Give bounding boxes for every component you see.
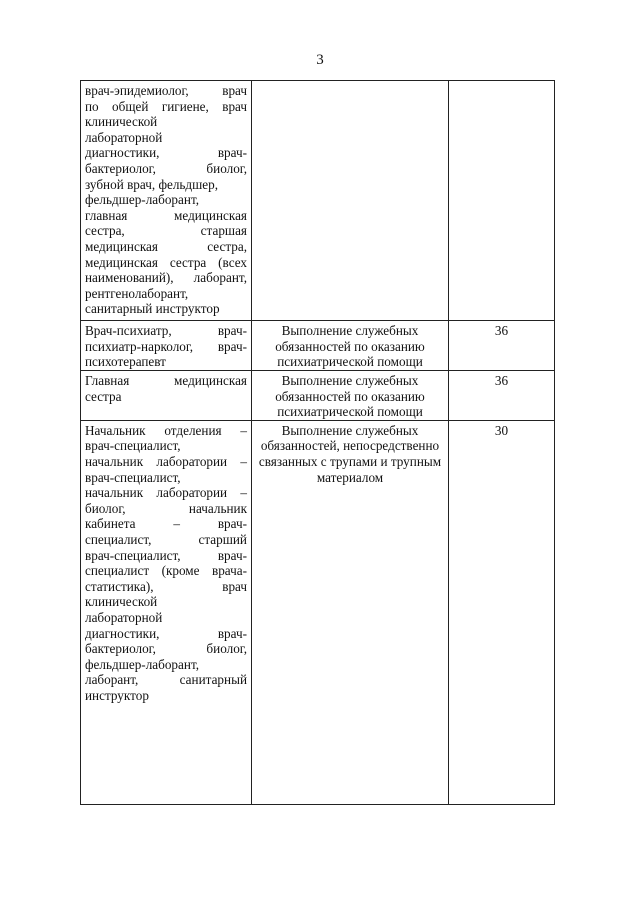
position-line: врач-специалист,: [85, 469, 181, 485]
condition-line: Выполнение служебных: [281, 373, 419, 388]
position-line: медицинская сестра,: [85, 238, 247, 254]
position-line: фельдшер-лаборант,: [85, 192, 200, 208]
condition-line: психиатрической помощи: [277, 354, 423, 370]
position-line: специалист (кроме врача-: [85, 563, 247, 579]
allowance-table: [80, 80, 555, 805]
position-line: фельдшер-лаборант,: [85, 656, 200, 672]
position-line: сестра, старшая: [85, 223, 247, 239]
position-line: врач-специалист,: [85, 438, 181, 454]
position-line: лабораторной: [85, 129, 163, 145]
position-line: специалист, старший: [85, 531, 247, 547]
condition-line: обязанностей по оказанию: [275, 388, 425, 404]
position-line: бактериолог, биолог,: [85, 641, 247, 657]
position-line: Врач-психиатр, врач-: [85, 323, 247, 338]
position-line: по общей гигиене, врач: [85, 98, 247, 114]
table-row: [81, 420, 555, 804]
position-line: кабинета – врач-: [85, 516, 247, 532]
position-line: инструктор: [85, 687, 149, 703]
value-cell: [449, 81, 555, 321]
position-cell: [81, 81, 252, 321]
value-cell: 30: [449, 420, 555, 804]
position-line: диагностики, врач-: [85, 625, 247, 641]
condition-line: материалом: [316, 469, 384, 485]
position-line: врач-специалист, врач-: [85, 547, 247, 563]
condition-cell: [252, 420, 449, 804]
condition-cell: [252, 321, 449, 371]
table-row: [81, 81, 555, 321]
position-line: санитарный инструктор: [85, 301, 220, 317]
position-line: Главная медицинская: [85, 373, 247, 388]
condition-line: Выполнение служебных: [281, 323, 419, 338]
position-line: биолог, начальник: [85, 500, 247, 516]
page-number: 3: [316, 52, 324, 68]
position-line: наименований), лаборант,: [85, 270, 247, 286]
position-line: сестра: [85, 388, 122, 404]
position-line: главная медицинская: [85, 207, 247, 223]
position-line: начальник лаборатории –: [85, 453, 247, 469]
table-row: [81, 321, 555, 371]
condition-line: обязанностей, непосредственно: [260, 438, 440, 454]
position-line: статистика), врач: [85, 578, 247, 594]
position-line: зубной врач, фельдшер,: [85, 176, 219, 192]
position-line: диагностики, врач-: [85, 145, 247, 161]
position-line: клинической: [85, 594, 158, 610]
position-line: медицинская сестра (всех: [85, 254, 247, 270]
position-line: лаборант, санитарный: [85, 672, 247, 688]
condition-cell: [252, 81, 449, 321]
condition-cell: [252, 371, 449, 421]
position-line: врач-эпидемиолог, врач: [85, 83, 247, 98]
position-cell: [81, 420, 252, 804]
position-line: начальник лаборатории –: [85, 485, 247, 501]
position-cell: [81, 321, 252, 371]
position-line: психиатр-нарколог, врач-: [85, 338, 247, 354]
position-line: клинической: [85, 114, 158, 130]
condition-line: психиатрической помощи: [277, 404, 423, 420]
value-cell: 36: [449, 371, 555, 421]
position-line: лабораторной: [85, 609, 163, 625]
position-line: рентгенолаборант,: [85, 285, 189, 301]
table-row: [81, 371, 555, 421]
position-cell: [81, 371, 252, 421]
position-line: психотерапевт: [85, 354, 166, 370]
position-line: Начальник отделения –: [85, 422, 247, 438]
position-line: бактериолог, биолог,: [85, 160, 247, 176]
value-cell: 36: [449, 321, 555, 371]
condition-line: связанных с трупами и трупным: [258, 453, 442, 469]
condition-line: обязанностей по оказанию: [275, 338, 425, 354]
condition-line: Выполнение служебных: [281, 422, 419, 438]
